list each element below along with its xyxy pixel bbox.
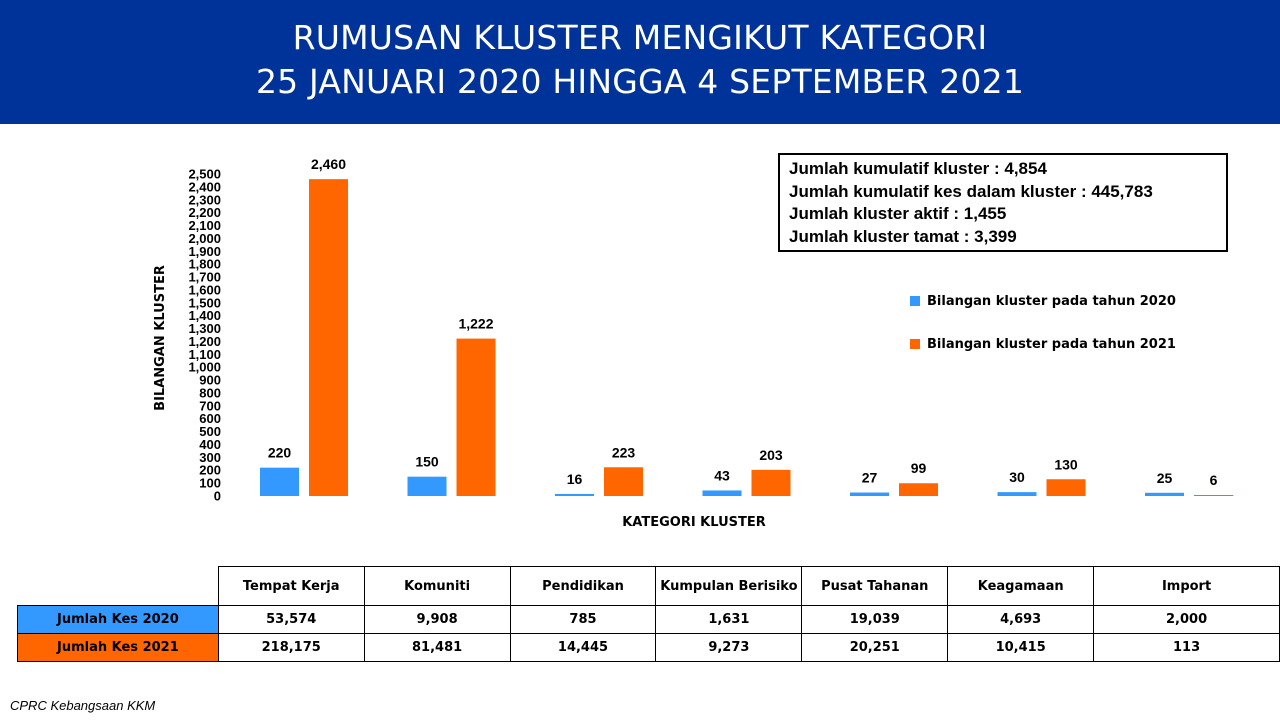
y-tick-label: 1,400	[188, 308, 221, 324]
table-cell: 4,693	[948, 606, 1094, 634]
data-label: 2,460	[310, 156, 347, 173]
y-tick-label: 300	[199, 449, 221, 465]
y-tick-label: 1,000	[188, 359, 221, 375]
table-cell: 9,273	[656, 634, 802, 662]
y-tick-label: 900	[199, 372, 221, 388]
y-tick-label: 100	[199, 475, 221, 491]
legend-item-2021	[910, 337, 1176, 352]
bar-2021	[604, 467, 643, 496]
y-tick-label: 1,300	[188, 321, 221, 337]
data-label: 223	[611, 444, 636, 461]
y-tick-label: 1,500	[188, 295, 221, 311]
legend-label-2021: Bilangan kluster pada tahun 2021	[927, 337, 1176, 352]
table-header-cell: Kumpulan Berisiko	[656, 567, 802, 606]
table-cell: 81,481	[364, 634, 510, 662]
y-tick-label: 500	[199, 424, 221, 440]
y-tick-label: 400	[199, 436, 221, 452]
row-label-2020: Jumlah Kes 2020	[18, 606, 219, 634]
data-label: 30	[1009, 469, 1025, 486]
y-tick-label: 0	[213, 488, 221, 504]
table-header-cell: Import	[1094, 567, 1280, 606]
summary-total-clusters: Jumlah kumulatif kluster : 4,854	[789, 159, 1047, 178]
table-cell: 20,251	[802, 634, 948, 662]
y-tick-label: 800	[199, 385, 221, 401]
y-tick-label: 200	[199, 462, 221, 478]
table-cell: 14,445	[510, 634, 656, 662]
table-cell: 19,039	[802, 606, 948, 634]
table-header-cell: Tempat Kerja	[218, 567, 364, 606]
y-tick-label: 700	[199, 398, 221, 414]
table-cell: 10,415	[948, 634, 1094, 662]
data-label: 203	[759, 446, 783, 463]
source-footer: CPRC Kebangsaan KKM	[10, 698, 156, 713]
table-header-cell: Komuniti	[364, 567, 510, 606]
data-label: 25	[1156, 469, 1173, 486]
x-axis-label: KATEGORI KLUSTER	[622, 515, 766, 530]
table-header-cell: Pusat Tahanan	[802, 567, 948, 606]
summary-box	[778, 153, 1228, 252]
data-label: 99	[910, 460, 927, 477]
table-cell: 113	[1094, 634, 1280, 662]
data-label: 16	[566, 470, 583, 487]
table-cell: 785	[510, 606, 656, 634]
y-tick-label: 1,200	[188, 333, 221, 349]
table-cell: 1,631	[656, 606, 802, 634]
summary-ended-clusters: Jumlah kluster tamat : 3,399	[789, 226, 1017, 246]
bar-2021	[752, 470, 791, 496]
bar-2021	[1047, 479, 1086, 496]
table-row-2021	[18, 634, 1280, 662]
bar-2020	[1145, 493, 1184, 496]
y-tick-label: 2,200	[188, 205, 221, 221]
data-label: 6	[1209, 472, 1218, 488]
bar-2021	[309, 179, 348, 496]
data-label: 43	[714, 467, 730, 484]
legend-item-2020	[910, 294, 1176, 309]
y-tick-label: 2,400	[188, 179, 221, 195]
table-cell: 9,908	[364, 606, 510, 634]
row-label-2021: Jumlah Kes 2021	[18, 634, 219, 662]
bar-2020	[408, 477, 447, 496]
bar-2021	[457, 339, 496, 496]
table-header-row	[18, 567, 1280, 606]
legend-swatch-2021	[910, 339, 920, 349]
table-cell: 2,000	[1094, 606, 1280, 634]
table-header-cell: Pendidikan	[510, 567, 656, 606]
table-cell: 53,574	[218, 606, 364, 634]
table-header-cell: Keagamaan	[948, 567, 1094, 606]
y-tick-label: 1,600	[188, 282, 221, 298]
data-label: 27	[861, 469, 878, 486]
y-tick-label: 1,900	[188, 243, 221, 259]
page-title: RUMUSAN KLUSTER MENGIKUT KATEGORI	[292, 18, 988, 57]
y-tick-label: 2,500	[188, 166, 221, 182]
data-label: 130	[1054, 456, 1078, 473]
summary-total-cases: Jumlah kumulatif kes dalam kluster : 445,783	[789, 181, 1153, 201]
y-tick-label: 2,000	[188, 230, 221, 246]
data-label: 220	[267, 444, 292, 461]
y-tick-label: 600	[199, 411, 221, 427]
legend-swatch-2020	[910, 296, 920, 306]
bar-2020	[260, 468, 299, 496]
bar-2021	[1194, 495, 1233, 496]
bar-2021	[899, 483, 938, 496]
cases-table	[17, 566, 1280, 662]
y-axis-label: BILANGAN KLUSTER	[153, 265, 168, 411]
y-tick-label: 2,100	[188, 218, 221, 234]
legend-label-2020: Bilangan kluster pada tahun 2020	[927, 294, 1176, 309]
summary-active-clusters: Jumlah kluster aktif : 1,455	[789, 204, 1007, 223]
y-tick-label: 1,100	[188, 346, 221, 362]
bar-2020	[703, 490, 742, 496]
y-tick-label: 1,700	[188, 269, 221, 285]
title-banner	[0, 0, 1280, 124]
y-tick-label: 2,300	[188, 192, 221, 208]
bar-2020	[555, 494, 594, 496]
data-label: 150	[415, 453, 439, 470]
page-subtitle: 25 JANUARI 2020 HINGGA 4 SEPTEMBER 2021	[255, 62, 1025, 101]
table-cell: 218,175	[218, 634, 364, 662]
table-row-2020	[18, 606, 1280, 634]
table-corner	[18, 567, 219, 606]
data-label: 1,222	[458, 315, 494, 332]
bar-2020	[850, 493, 889, 496]
y-tick-label: 1,800	[188, 256, 221, 272]
bar-2020	[998, 492, 1037, 496]
